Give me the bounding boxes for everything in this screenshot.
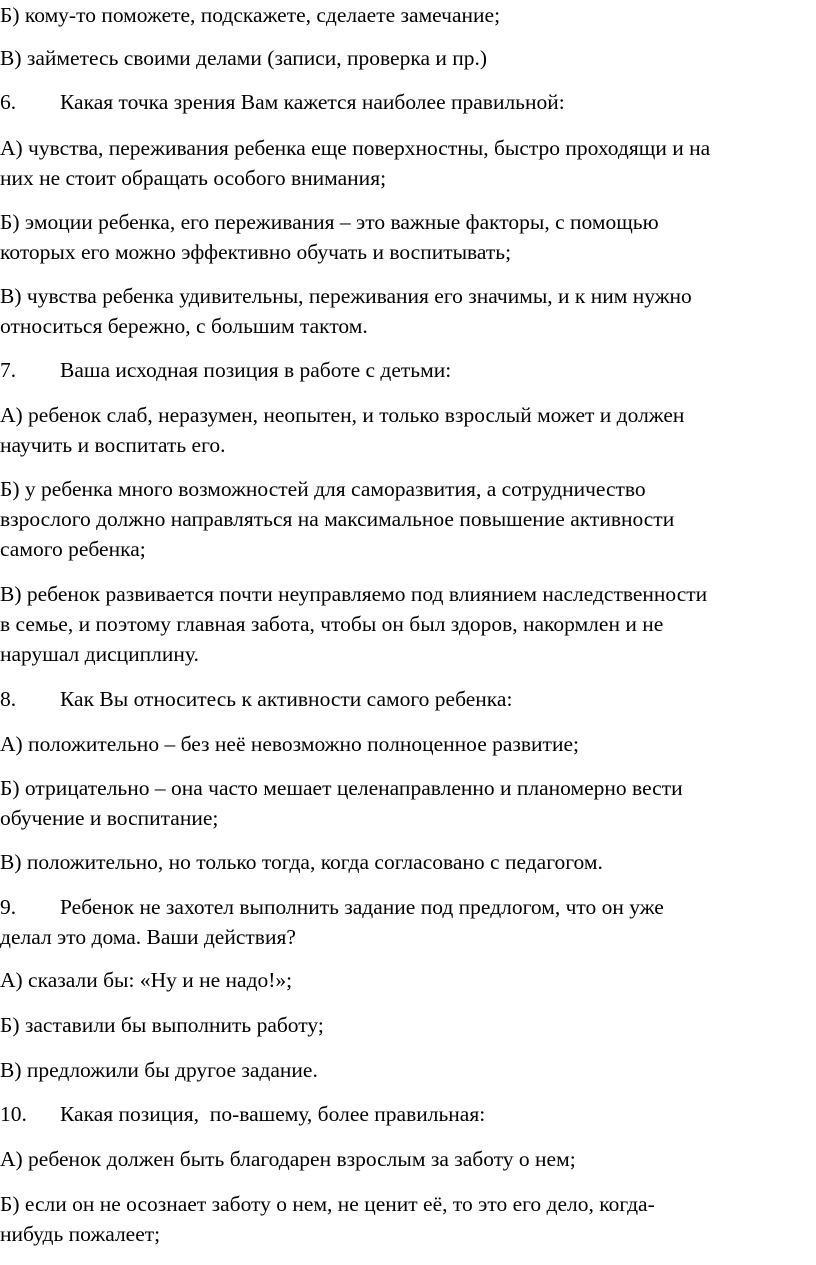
question-text: Какая точка зрения Вам кажется наиболее правильной: — [60, 90, 565, 114]
answer-option — [0, 133, 812, 193]
text-line: А) положительно – без неё невозможно полноценное развитие; — [0, 732, 579, 756]
question-text: Как Вы относитесь к активности самого ребенка: — [60, 687, 513, 711]
text-line: обучение и воспитание; — [0, 806, 219, 830]
text-line: В) займетесь своими делами (записи, проверка и пр.) — [0, 46, 488, 70]
text-line: А) чувства, переживания ребенка еще поверхностны, быстро проходящи и на — [0, 136, 711, 160]
question-text: Какая позиция, по-вашему, более правильная: — [60, 1102, 486, 1126]
text-line: В) ребенок развивается почти неуправляемо под влиянием наследственности — [0, 582, 708, 606]
answer-option — [0, 207, 812, 267]
text-line: нарушал дисциплину. — [0, 642, 199, 666]
text-line — [0, 1099, 812, 1129]
answer-option — [0, 773, 812, 833]
question-heading — [0, 355, 812, 385]
text-line: делал это дома. Ваши действия? — [0, 925, 296, 949]
question-number: 9. — [0, 895, 17, 919]
text-line: А) ребенок слаб, неразумен, неопытен, и только взрослый может и должен — [0, 403, 685, 427]
text-line: В) предложили бы другое задание. — [0, 1058, 318, 1082]
text-line: Б) эмоции ребенка, его переживания – это важные факторы, с помощью — [0, 210, 659, 234]
text-line: в семье, и поэтому главная забота, чтобы он был здоров, накормлен и не — [0, 612, 664, 636]
text-line: научить и воспитать его. — [0, 433, 226, 457]
answer-option — [0, 0, 812, 30]
question-heading — [0, 684, 812, 714]
text-line: Б) если он не осознает заботу о нем, не ценит её, то это его дело, когда- — [0, 1192, 655, 1216]
text-line — [0, 355, 812, 385]
text-line: А) ребенок должен быть благодарен взрослым за заботу о нем; — [0, 1147, 576, 1171]
text-line: взрослого должно направляться на максимальное повышение активности — [0, 507, 675, 531]
question-number: 10. — [0, 1102, 27, 1126]
text-line: А) сказали бы: «Ну и не надо!»; — [0, 968, 293, 992]
text-line: относиться бережно, с большим тактом. — [0, 314, 368, 338]
text-line: самого ребенка; — [0, 537, 146, 561]
question-number: 7. — [0, 358, 17, 382]
question-number: 6. — [0, 90, 17, 114]
answer-option — [0, 474, 812, 564]
text-line: которых его можно эффективно обучать и воспитывать; — [0, 240, 512, 264]
answer-option — [0, 579, 812, 669]
answer-option — [0, 729, 812, 759]
text-line — [0, 684, 812, 714]
text-line: Б) отрицательно – она часто мешает целенаправленно и планомерно вести — [0, 776, 683, 800]
question-heading — [0, 87, 812, 117]
question-number: 8. — [0, 687, 17, 711]
answer-option — [0, 847, 812, 877]
text-line: В) чувства ребенка удивительны, переживания его значимы, и к ним нужно — [0, 284, 692, 308]
answer-option — [0, 1144, 812, 1174]
answer-option — [0, 43, 812, 73]
answer-option — [0, 400, 812, 460]
question-text: Ребенок не захотел выполнить задание под предлогом, что он уже — [60, 895, 664, 919]
question-heading — [0, 892, 812, 952]
question-text: Ваша исходная позиция в работе с детьми: — [60, 358, 452, 382]
text-line: Б) у ребенка много возможностей для саморазвития, а сотрудничество — [0, 477, 646, 501]
text-line: В) положительно, но только тогда, когда согласовано с педагогом. — [0, 850, 603, 874]
text-line: них не стоит обращать особого внимания; — [0, 166, 387, 190]
answer-option — [0, 1189, 812, 1249]
text-line: Б) заставили бы выполнить работу; — [0, 1013, 324, 1037]
text-line — [0, 892, 812, 922]
text-line — [0, 87, 812, 117]
answer-option — [0, 1055, 812, 1085]
answer-option — [0, 965, 812, 995]
answer-option — [0, 281, 812, 341]
question-heading — [0, 1099, 812, 1129]
answer-option — [0, 1010, 812, 1040]
text-line: Б) кому-то поможете, подскажете, сделаете замечание; — [0, 3, 501, 27]
text-line: нибудь пожалеет; — [0, 1222, 161, 1246]
